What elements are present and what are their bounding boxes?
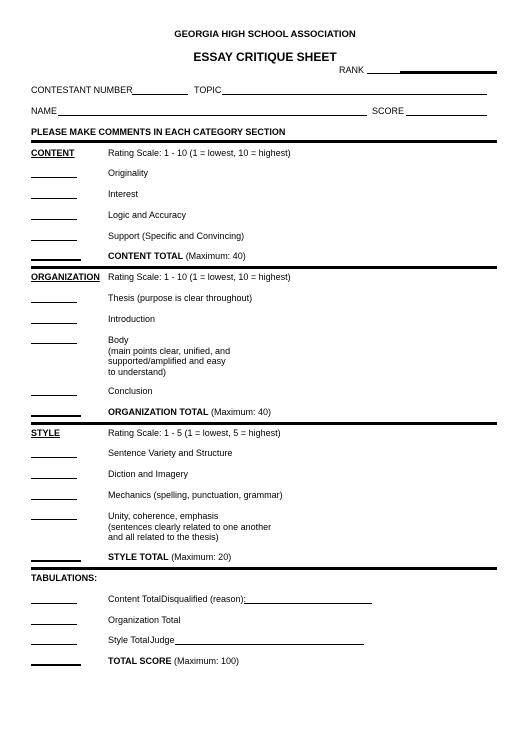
item-unity-detail: (sentences clearly related to one another	[108, 521, 272, 532]
item-unity	[108, 511, 271, 543]
item-mechanics: Mechanics (spelling, punctuation, grammar)	[108, 490, 283, 500]
score-blank-mechanics[interactable]	[31, 499, 77, 500]
style-heading: STYLE	[31, 428, 61, 438]
content-total-max: (Maximum: 40)	[185, 251, 246, 261]
topic-label: TOPIC	[194, 85, 222, 95]
section-divider	[31, 266, 497, 269]
item-support: Support (Specific and Convincing)	[108, 231, 245, 241]
item-body-detail: to understand)	[108, 366, 167, 377]
score-blank-introduction[interactable]	[31, 323, 77, 324]
disqualified-label: Disqualified (reason):	[161, 594, 247, 604]
tab-blank-organization[interactable]	[31, 624, 77, 625]
tabulations-heading: TABULATIONS:	[31, 573, 98, 583]
tab-style-total: Style Total	[108, 635, 150, 645]
contestant-number-field[interactable]	[132, 94, 188, 95]
item-logic-accuracy: Logic and Accuracy	[108, 210, 187, 220]
style-total-row	[108, 553, 231, 562]
score-blank-body[interactable]	[31, 343, 77, 344]
content-total-blank[interactable]	[31, 259, 81, 261]
section-divider	[31, 567, 497, 570]
org-name: GEORGIA HIGH SCHOOL ASSOCIATION	[174, 29, 356, 40]
organization-rating-scale: Rating Scale: 1 - 10 (1 = lowest, 10 = highest)	[108, 272, 291, 282]
total-score-label: TOTAL SCORE	[108, 656, 172, 666]
score-label: SCORE	[372, 106, 405, 116]
item-body-label: Body	[108, 335, 129, 345]
organization-total-label: ORGANIZATION TOTAL	[108, 407, 209, 417]
tab-content-total: Content Total	[108, 594, 161, 604]
organization-total-max: (Maximum: 40)	[211, 407, 272, 417]
content-total-row	[108, 252, 246, 261]
item-interest: Interest	[108, 189, 139, 199]
total-score-max: (Maximum: 100)	[174, 656, 240, 666]
organization-heading: ORGANIZATION	[31, 272, 100, 282]
contestant-number-label: CONTESTANT NUMBER	[31, 85, 133, 95]
instructions: PLEASE MAKE COMMENTS IN EACH CATEGORY SECTION	[31, 127, 286, 137]
judge-label: Judge	[150, 635, 175, 645]
tab-blank-style[interactable]	[31, 644, 77, 645]
content-rating-scale: Rating Scale: 1 - 10 (1 = lowest, 10 = highest)	[108, 148, 291, 158]
item-unity-label: Unity, coherence, emphasis	[108, 511, 219, 521]
score-blank-interest[interactable]	[31, 198, 77, 199]
rank-field-underline	[400, 71, 497, 73]
tab-blank-content[interactable]	[31, 603, 77, 604]
section-divider	[31, 140, 497, 143]
score-blank-diction[interactable]	[31, 478, 77, 479]
total-score-blank[interactable]	[31, 664, 81, 666]
name-field[interactable]	[58, 115, 367, 116]
style-total-blank[interactable]	[31, 560, 81, 562]
item-thesis: Thesis (purpose is clear throughout)	[108, 293, 253, 303]
item-sentence-variety: Sentence Variety and Structure	[108, 448, 233, 458]
score-blank-unity[interactable]	[31, 519, 77, 520]
item-body-detail: (main points clear, unified, and	[108, 345, 231, 356]
score-field[interactable]	[406, 115, 487, 116]
organization-total-blank[interactable]	[31, 415, 81, 417]
content-heading: CONTENT	[31, 148, 75, 158]
score-blank-thesis[interactable]	[31, 302, 77, 303]
item-conclusion: Conclusion	[108, 386, 153, 396]
item-body	[108, 335, 230, 377]
score-blank-support[interactable]	[31, 240, 77, 241]
score-blank-originality[interactable]	[31, 177, 77, 178]
judge-field[interactable]	[175, 644, 364, 645]
style-rating-scale: Rating Scale: 1 - 5 (1 = lowest, 5 = highest)	[108, 428, 281, 438]
style-total-label: STYLE TOTAL	[108, 552, 169, 562]
style-total-max: (Maximum: 20)	[171, 552, 232, 562]
item-body-detail: supported/amplified and easy	[108, 356, 226, 366]
score-blank-sentence[interactable]	[31, 457, 77, 458]
item-originality: Originality	[108, 168, 149, 178]
topic-field[interactable]	[222, 94, 487, 95]
content-total-label: CONTENT TOTAL	[108, 251, 184, 261]
organization-total-row	[108, 408, 271, 417]
rank-field[interactable]	[367, 73, 497, 74]
item-unity-detail: and all related to the thesis)	[108, 532, 219, 542]
name-label: NAME	[31, 106, 58, 116]
section-divider	[31, 422, 497, 425]
tab-organization-total: Organization Total	[108, 615, 181, 625]
score-blank-conclusion[interactable]	[31, 395, 77, 396]
item-introduction: Introduction	[108, 314, 156, 324]
total-score-row	[108, 657, 239, 666]
rank-label: RANK	[339, 65, 365, 75]
score-blank-logic[interactable]	[31, 219, 77, 220]
sheet-title: ESSAY CRITIQUE SHEET	[193, 50, 337, 64]
disqualified-reason-field[interactable]	[244, 603, 372, 604]
item-diction-imagery: Diction and Imagery	[108, 469, 189, 479]
